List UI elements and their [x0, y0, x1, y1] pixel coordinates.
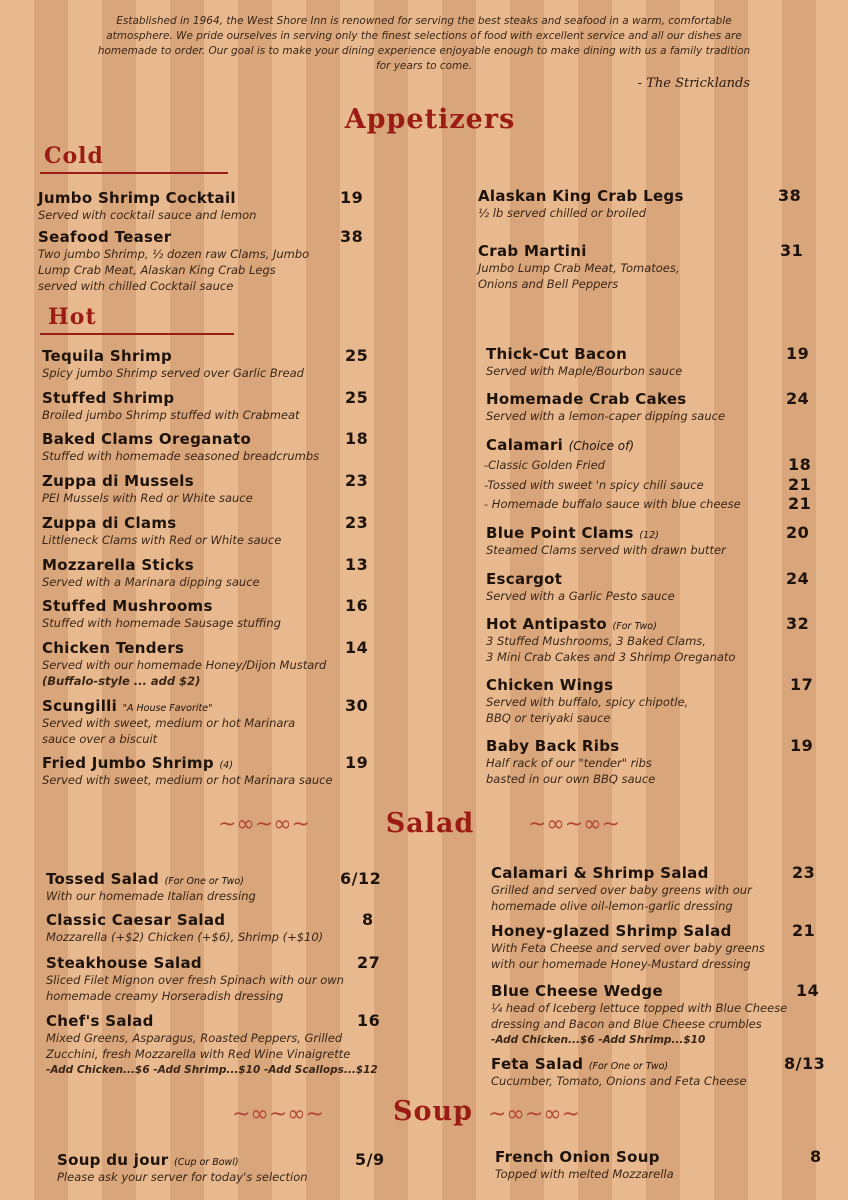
menu-item — [42, 639, 326, 689]
item-name-text: Alaskan King Crab Legs — [478, 187, 684, 205]
item-description: Spicy jumbo Shrimp served over Garlic Bread — [42, 366, 304, 380]
item-name — [486, 737, 655, 755]
item-name — [46, 870, 256, 888]
item-note: (Choice of) — [568, 439, 635, 453]
item-price: 19 — [345, 753, 369, 772]
item-price: 5/9 — [355, 1150, 385, 1169]
menu-item — [478, 242, 680, 292]
calamari-option: - Homemade buffalo sauce with blue cheese — [484, 497, 741, 511]
item-description: dressing and Bacon and Blue Cheese crumbles — [491, 1017, 762, 1031]
item-price: 19 — [786, 344, 810, 363]
item-description: Served with Maple/Bourbon sauce — [486, 364, 683, 378]
item-name-text: Steakhouse Salad — [46, 954, 202, 972]
menu-item — [42, 430, 319, 464]
menu-item — [42, 556, 260, 590]
item-name — [491, 982, 787, 1000]
menu-item — [486, 436, 634, 454]
item-description: Littleneck Clams with Red or White sauce — [42, 533, 282, 547]
item-name-text: Baked Clams Oreganato — [42, 430, 252, 448]
menu-item — [46, 911, 323, 945]
calamari-option-price: 21 — [788, 494, 812, 513]
item-description: Served with our homemade Honey/Dijon Mustard — [42, 658, 327, 672]
item-name-text: Chicken Wings — [486, 676, 614, 694]
item-note: (For One or Two) — [588, 1061, 669, 1072]
item-price: 24 — [786, 569, 810, 588]
item-description: Served with sweet, medium or hot Marinara — [42, 716, 296, 730]
item-description: Lump Crab Meat, Alaskan King Crab Legs — [38, 263, 276, 277]
menu-item — [486, 570, 675, 604]
hot-rule — [40, 333, 234, 335]
item-description: With Feta Cheese and served over baby greens — [491, 941, 765, 955]
item-description: Please ask your server for today's selection — [57, 1170, 308, 1184]
calamari-option-price: 18 — [788, 455, 812, 474]
menu-item — [495, 1148, 674, 1182]
item-note: (For One or Two) — [164, 876, 244, 887]
item-description: ¼ head of Iceberg lettuce topped with Blue Cheese — [491, 1001, 788, 1015]
item-name — [42, 430, 319, 448]
item-description: served with chilled Cocktail sauce — [38, 279, 234, 293]
item-price: 20 — [786, 523, 810, 542]
item-description: homemade olive oil-lemon-garlic dressing — [491, 899, 733, 913]
item-description: Mozzarella (+$2) Chicken (+$6), Shrimp (+$10) — [46, 930, 324, 944]
item-name-text: Feta Salad — [491, 1055, 584, 1073]
item-name — [42, 754, 333, 772]
item-note: (12) — [639, 530, 659, 541]
item-description: ½ lb served chilled or broiled — [478, 206, 647, 220]
item-description: 3 Stuffed Mushrooms, 3 Baked Clams, — [486, 634, 706, 648]
menu-item — [42, 347, 304, 381]
item-description: Stuffed with homemade seasoned breadcrumbs — [42, 449, 320, 463]
item-name — [486, 676, 688, 694]
item-name — [46, 911, 323, 929]
item-description: Cucumber, Tomato, Onions and Feta Cheese — [491, 1074, 747, 1088]
cold-rule — [40, 172, 228, 174]
item-name — [486, 570, 675, 588]
item-name-text: Baby Back Ribs — [486, 737, 620, 755]
item-name-text: Blue Cheese Wedge — [491, 982, 663, 1000]
menu-item — [46, 1011, 381, 1078]
item-name-text: Scungilli — [42, 697, 118, 715]
flourish-right-icon: ~∞~∞~ — [488, 1102, 580, 1127]
item-name — [42, 514, 281, 532]
item-name-text: Blue Point Clams — [486, 524, 634, 542]
item-description: Jumbo Lump Crab Meat, Tomatoes, — [478, 261, 680, 275]
item-description: Served with a Marinara dipping sauce — [42, 575, 260, 589]
menu-item — [486, 676, 688, 726]
salad-title: Salad — [385, 808, 475, 839]
menu-item — [38, 189, 256, 223]
item-name — [42, 639, 326, 657]
item-description: PEI Mussels with Red or White sauce — [42, 491, 253, 505]
menu-item — [491, 864, 752, 914]
item-name — [42, 697, 295, 715]
item-extra: -Add Chicken...$6 -Add Shrimp...$10 -Add Scallops...$12 — [46, 1064, 378, 1076]
item-name — [495, 1148, 674, 1166]
item-description: with our homemade Honey-Mustard dressing — [491, 957, 751, 971]
item-name — [486, 345, 682, 363]
item-description: sauce over a biscuit — [42, 732, 158, 746]
item-description: Served with a Garlic Pesto sauce — [486, 589, 675, 603]
item-description: Grilled and served over baby greens with our — [491, 883, 752, 897]
item-name-text: Seafood Teaser — [38, 228, 172, 246]
menu-item — [486, 524, 726, 558]
item-name-text: Hot Antipasto — [486, 615, 608, 633]
menu-item — [57, 1151, 308, 1185]
menu-item — [46, 954, 344, 1004]
menu-item — [38, 228, 309, 294]
item-price: 32 — [786, 614, 810, 633]
item-name — [46, 1011, 381, 1030]
item-description: Two jumbo Shrimp, ½ dozen raw Clams, Jumbo — [38, 247, 310, 261]
item-description: BBQ or teriyaki sauce — [486, 711, 611, 725]
item-price: 18 — [345, 429, 369, 448]
menu-item — [491, 1055, 746, 1089]
item-name — [42, 597, 281, 615]
item-name-text: French Onion Soup — [495, 1148, 660, 1166]
item-name-text: Chicken Tenders — [42, 639, 185, 657]
item-price: 8 — [810, 1147, 822, 1166]
item-description: Zucchini, fresh Mozzarella with Red Wine Vinaigrette — [46, 1047, 351, 1061]
item-description: Served with a lemon-caper dipping sauce — [486, 409, 726, 423]
item-price: 16 — [357, 1011, 381, 1030]
item-price: 21 — [792, 921, 816, 940]
item-name-text: Soup du jour — [57, 1151, 169, 1169]
item-name — [491, 1055, 746, 1073]
item-name — [486, 390, 725, 408]
calamari-option: -Classic Golden Fried — [484, 458, 605, 472]
item-price: 23 — [345, 471, 369, 490]
signature: - The Stricklands — [637, 76, 750, 91]
item-name — [42, 389, 300, 407]
item-name — [478, 187, 684, 205]
item-name — [42, 472, 253, 490]
item-name-text: Zuppa di Mussels — [42, 472, 194, 490]
item-description: Onions and Bell Peppers — [478, 277, 619, 291]
item-description: Served with cocktail sauce and lemon — [38, 208, 257, 222]
item-description: basted in our own BBQ sauce — [486, 772, 656, 786]
item-name — [57, 1151, 308, 1169]
item-price: 25 — [345, 346, 369, 365]
item-price: 14 — [345, 638, 369, 657]
item-name — [486, 436, 634, 454]
item-description: Mixed Greens, Asparagus, Roasted Peppers, Grilled — [46, 1031, 343, 1045]
item-name — [491, 922, 765, 940]
item-price: 24 — [786, 389, 810, 408]
item-description: Steamed Clams served with drawn butter — [486, 543, 726, 557]
item-price: 25 — [345, 388, 369, 407]
item-price: 27 — [357, 953, 381, 972]
item-description: With our homemade Italian dressing — [46, 889, 256, 903]
item-name-text: Honey-glazed Shrimp Salad — [491, 922, 732, 940]
intro-text: Established in 1964, the West Shore Inn is renowned for serving the best steaks and seafood in a warm, comfortable atmosphere. We pride ourselves in serving only the finest selections of food with excellent service and all our dishes are homemade to order. Our goal is to make your dining experience enjoyable enough to make dining with us a family tradition for years to come. — [97, 15, 751, 72]
menu-item — [486, 390, 725, 424]
item-name-text: Zuppa di Clams — [42, 514, 177, 532]
item-price: 17 — [790, 675, 814, 694]
item-name-text: Tossed Salad — [46, 870, 160, 888]
menu-item — [42, 514, 281, 548]
item-description: Half rack of our "tender" ribs — [486, 756, 652, 770]
item-name-text: Escargot — [486, 570, 563, 588]
item-price: 30 — [345, 696, 369, 715]
flourish-right-icon: ~∞~∞~ — [528, 812, 620, 837]
item-description: Served with sweet, medium or hot Marinara sauce — [42, 773, 333, 787]
appetizers-title: Appetizers — [344, 104, 516, 135]
item-description: Sliced Filet Mignon over fresh Spinach with our own — [46, 973, 344, 987]
flourish-left-icon: ~∞~∞~ — [232, 1102, 324, 1127]
item-description: Topped with melted Mozzarella — [495, 1167, 674, 1181]
item-price: 31 — [780, 241, 804, 260]
item-price: 19 — [340, 188, 364, 207]
item-name — [478, 242, 680, 260]
menu-item — [491, 922, 765, 972]
menu-item — [42, 472, 253, 506]
item-name-text: Crab Martini — [478, 242, 587, 260]
menu-item — [42, 754, 333, 788]
item-name — [38, 228, 309, 246]
item-name — [38, 189, 256, 207]
cold-title: Cold — [44, 143, 104, 169]
item-price: 16 — [345, 596, 369, 615]
item-price: 23 — [792, 863, 816, 882]
item-price: 8/13 — [784, 1054, 826, 1073]
menu-item — [486, 737, 655, 787]
menu-item — [486, 615, 735, 665]
item-price: 23 — [345, 513, 369, 532]
item-name-text: Jumbo Shrimp Cocktail — [38, 189, 236, 207]
item-price: 14 — [796, 981, 820, 1000]
menu-item — [486, 345, 682, 379]
item-name — [46, 954, 344, 972]
calamari-option: -Tossed with sweet 'n spicy chili sauce — [484, 478, 704, 492]
calamari-option-price: 21 — [788, 475, 812, 494]
soup-title: Soup — [392, 1096, 474, 1127]
item-price: 13 — [345, 555, 369, 574]
menu-item — [42, 389, 300, 423]
item-name-text: Mozzarella Sticks — [42, 556, 195, 574]
item-name — [486, 615, 735, 633]
item-price: 19 — [790, 736, 814, 755]
item-name-text: Calamari — [486, 436, 564, 454]
item-description: homemade creamy Horseradish dressing — [46, 989, 284, 1003]
item-name-text: Fried Jumbo Shrimp — [42, 754, 214, 772]
item-name-text: Stuffed Shrimp — [42, 389, 175, 407]
item-price: 38 — [340, 227, 364, 246]
flourish-left-icon: ~∞~∞~ — [218, 812, 310, 837]
item-name — [486, 524, 726, 542]
item-description: Served with buffalo, spicy chipotle, — [486, 695, 689, 709]
item-name-text: Stuffed Mushrooms — [42, 597, 213, 615]
menu-item — [46, 870, 256, 904]
item-price: 38 — [778, 186, 802, 205]
item-name-text: Homemade Crab Cakes — [486, 390, 687, 408]
item-description: Stuffed with homemade Sausage stuffing — [42, 616, 281, 630]
item-name-text: Thick-Cut Bacon — [486, 345, 628, 363]
menu-item — [42, 697, 295, 747]
item-name-text: Classic Caesar Salad — [46, 911, 226, 929]
menu-item — [491, 982, 787, 1048]
item-extra: -Add Chicken...$6 -Add Shrimp...$10 — [491, 1034, 706, 1046]
item-name — [42, 347, 304, 365]
item-price: 6/12 — [340, 869, 382, 888]
item-note: (Cup or Bowl) — [174, 1157, 239, 1168]
item-extra: (Buffalo-style ... add $2) — [42, 674, 201, 688]
item-name-text: Calamari & Shrimp Salad — [491, 864, 709, 882]
item-name-text: Tequila Shrimp — [42, 347, 173, 365]
item-price: 8 — [362, 910, 374, 929]
item-name — [491, 864, 752, 882]
item-name-text: Chef's Salad — [46, 1012, 154, 1030]
menu-item — [478, 187, 684, 221]
item-note: (For Two) — [612, 621, 657, 632]
item-note: "A House Favorite" — [122, 703, 213, 714]
item-note: (4) — [219, 760, 233, 771]
hot-title: Hot — [48, 304, 97, 330]
item-description: Broiled jumbo Shrimp stuffed with Crabmeat — [42, 408, 300, 422]
item-description: 3 Mini Crab Cakes and 3 Shrimp Oreganato — [486, 650, 736, 664]
menu-item — [42, 597, 281, 631]
item-name — [42, 556, 260, 574]
